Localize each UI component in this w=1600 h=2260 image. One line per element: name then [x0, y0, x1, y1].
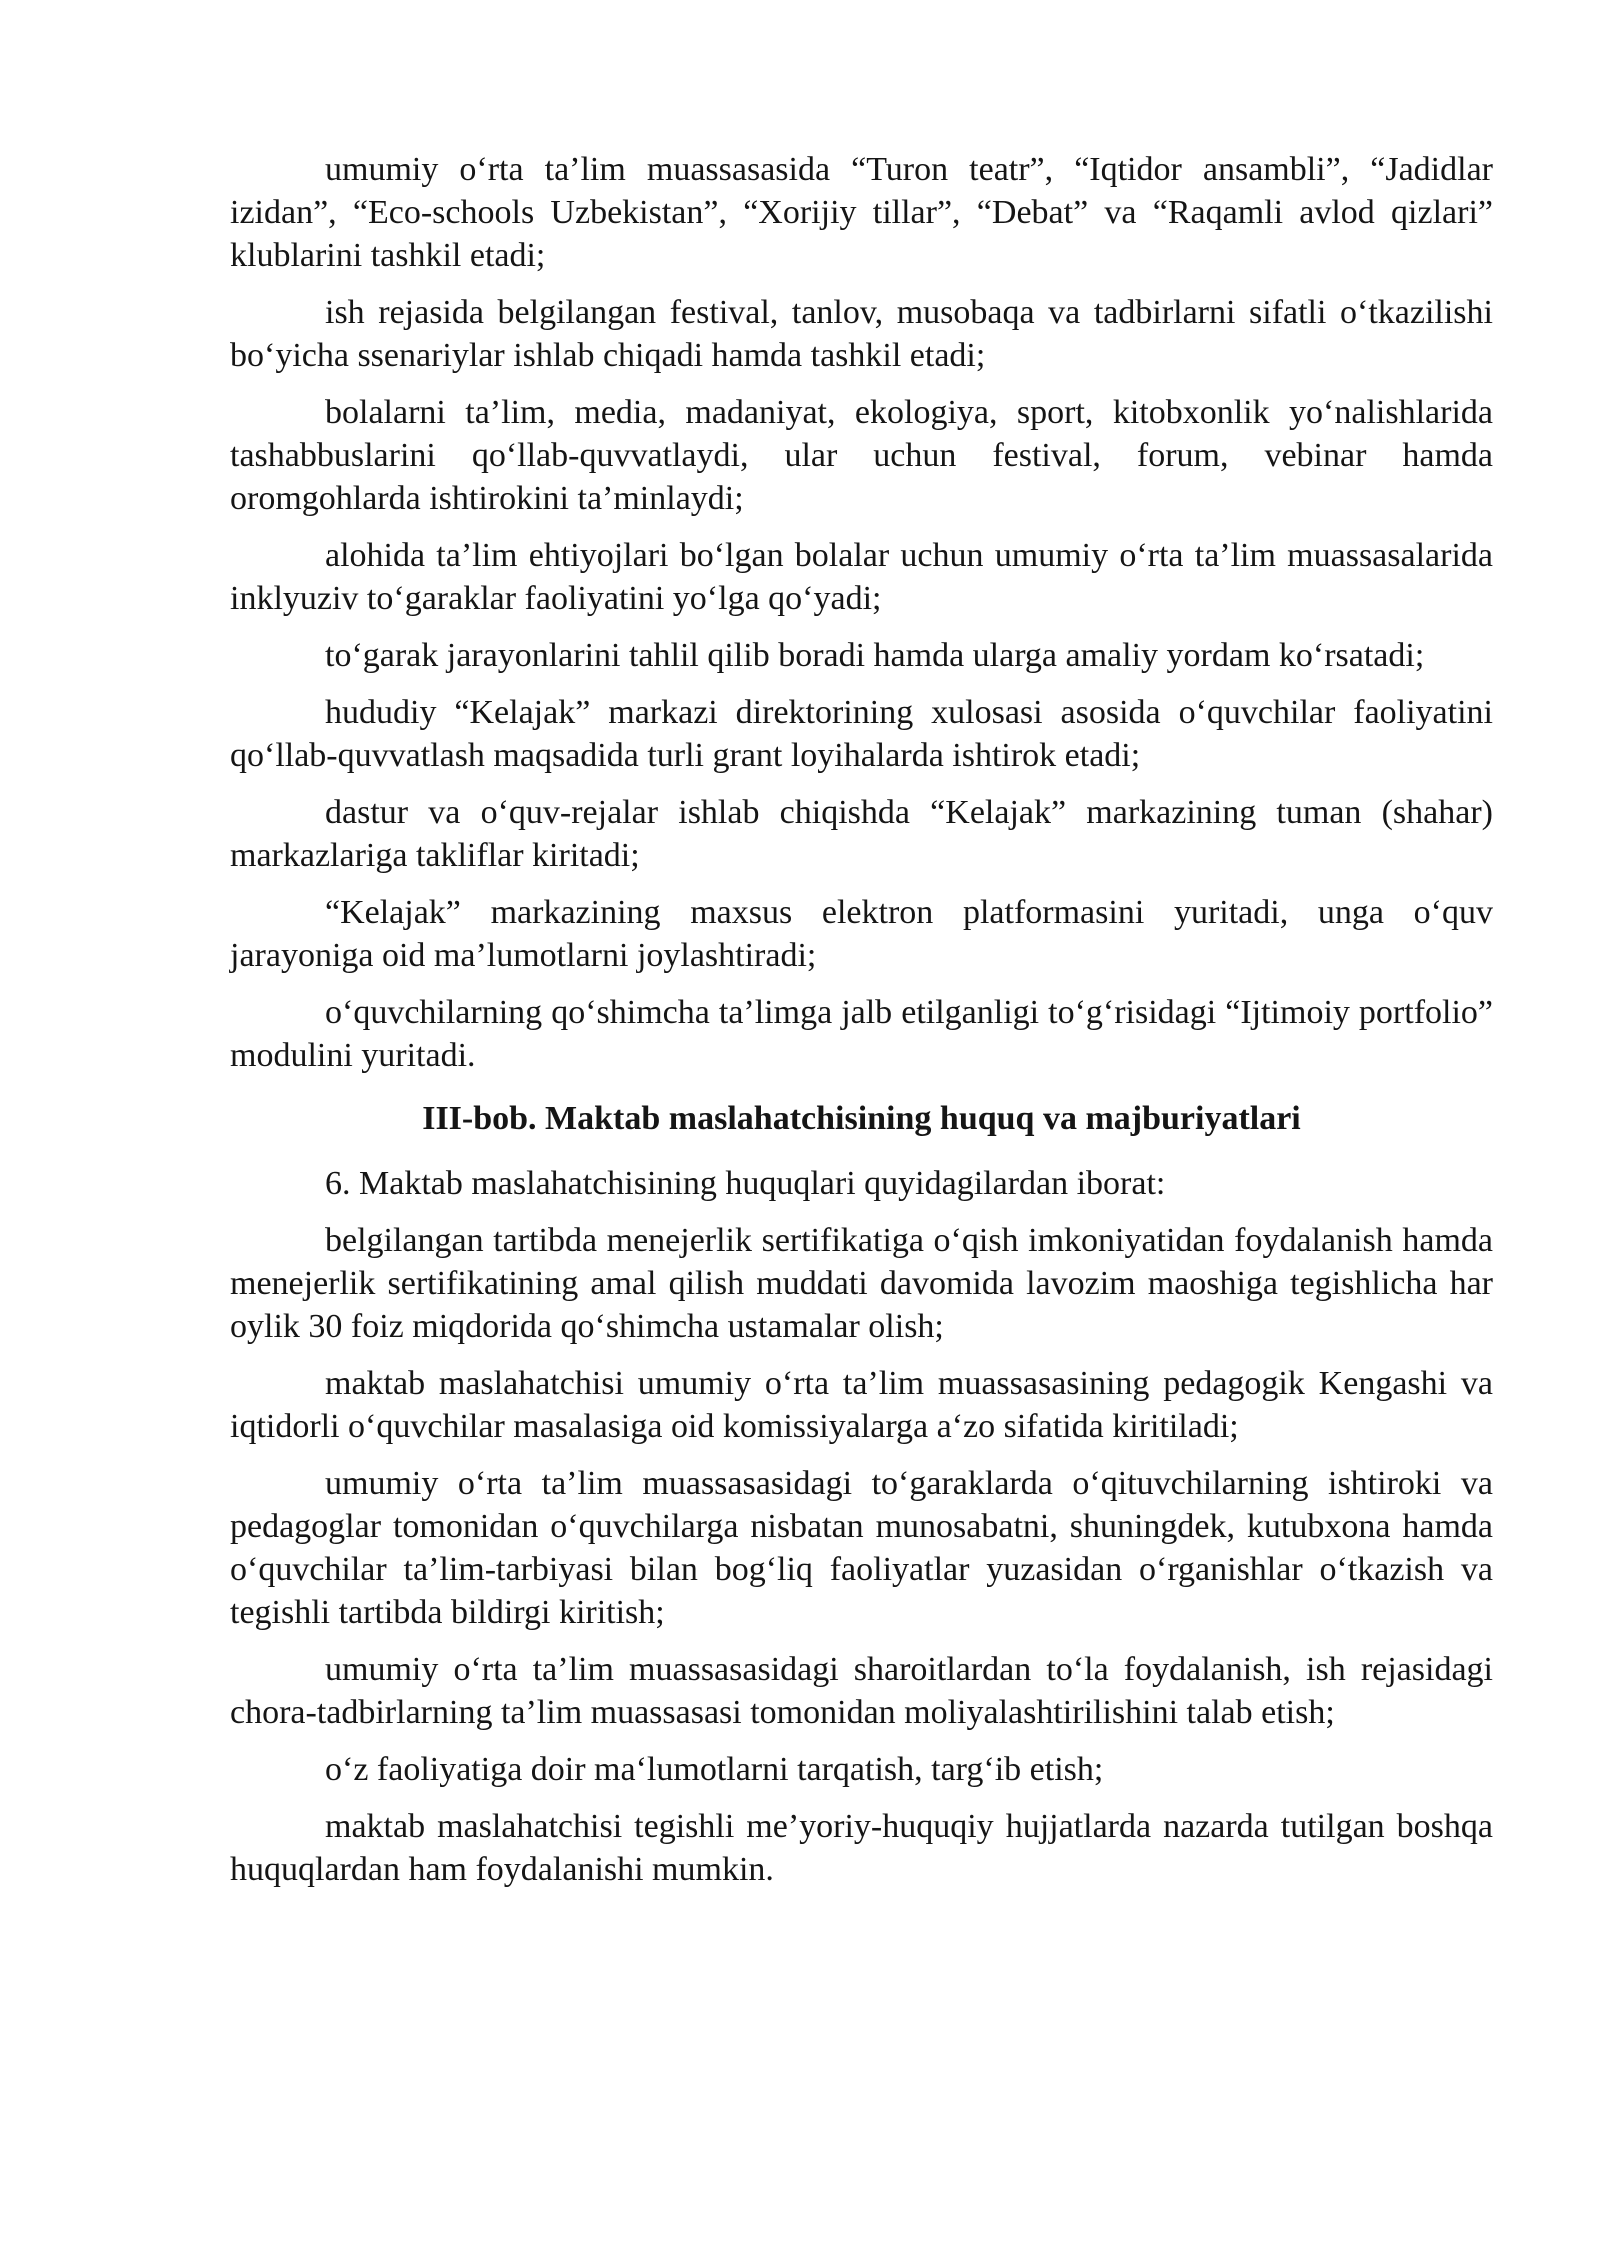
paragraph-clubs: umumiy o‘rta ta’lim muassasasida “Turon teatr”, “Iqtidor ansambli”, “Jadidlar izidan”, “Eco-schools Uzbekistan”, “Xorijiy tillar”, “Debat” va “Raqamli avlod qizlari” klublarini tashkil etadi; — [230, 151, 1493, 274]
paragraph-rights-intro: 6. Maktab maslahatchisining huquqlari quyidagilardan iborat: — [325, 1165, 1166, 1202]
paragraph-other-rights: maktab maslahatchisi tegishli me’yoriy-huquqiy hujjatlarda nazarda tutilgan boshqa huquqlardan ham foydalanishi mumkin. — [230, 1808, 1493, 1888]
paragraph-curriculum: dastur va o‘quv-rejalar ishlab chiqishda “Kelajak” markazining tuman (shahar) markazlariga takliflar kiritadi; — [230, 794, 1493, 874]
document-page — [230, 148, 1493, 1905]
paragraph-dissemination: o‘z faoliyatiga doir ma‘lumotlarni tarqatish, targ‘ib etish; — [325, 1751, 1104, 1788]
paragraph-portfolio: o‘quvchilarning qo‘shimcha ta’limga jalb etilganligi to‘g‘risidagi “Ijtimoiy portfolio” modulini yuritadi. — [230, 994, 1493, 1074]
paragraph-inclusive: alohida ta’lim ehtiyojlari bo‘lgan bolalar uchun umumiy o‘rta ta’lim muassasalarida inklyuziv to‘garaklar faoliyatini yo‘lga qo‘yadi; — [230, 537, 1493, 617]
paragraph-initiatives: bolalarni ta’lim, media, madaniyat, ekologiya, sport, kitobxonlik yo‘nalishlarida tashabbuslarini qo‘llab-quvvatlaydi, ular uchun festival, forum, vebinar hamda oromgohlarda ishtirokini ta’minlaydi; — [230, 394, 1493, 517]
paragraph-scenarios: ish rejasida belgilangan festival, tanlov, musobaqa va tadbirlarni sifatli o‘tkazilishi bo‘yicha ssenariylar ishlab chiqadi hamda tashkil etadi; — [230, 294, 1493, 374]
paragraph-platform: “Kelajak” markazining maxsus elektron platformasini yuritadi, unga o‘quv jarayoniga oid ma’lumotlarni joylashtiradi; — [230, 894, 1493, 974]
paragraph-studies: umumiy o‘rta ta’lim muassasasidagi to‘garaklarda o‘qituvchilarning ishtiroki va pedagoglar tomonidan o‘quvchilarga nisbatan munosabatni, shuningdek, kutubxona hamda o‘quvchilar ta’lim-tarbiyasi bilan bog‘liq faoliyatlar yuzasidan o‘rganishlar o‘tkazish va tegishli tartibda bildirgi kiritish; — [230, 1465, 1493, 1631]
chapter-heading: III-bob. Maktab maslahatchisining huquq va majburiyatlari — [422, 1100, 1301, 1137]
paragraph-conditions: umumiy o‘rta ta’lim muassasasidagi sharoitlardan to‘la foydalanish, ish rejasidagi chora-tadbirlarning ta’lim muassasasi tomonidan moliyalashtirilishini talab etish; — [230, 1651, 1493, 1731]
paragraph-council: maktab maslahatchisi umumiy o‘rta ta’lim muassasasining pedagogik Kengashi va iqtidorli o‘quvchilar masalasiga oid komissiyalarga a‘zo sifatida kiritiladi; — [230, 1365, 1493, 1445]
paragraph-analysis: to‘garak jarayonlarini tahlil qilib boradi hamda ularga amaliy yordam ko‘rsatadi; — [325, 637, 1425, 674]
paragraph-certificate: belgilangan tartibda menejerlik sertifikatiga o‘qish imkoniyatidan foydalanish hamda menejerlik sertifikatining amal qilish muddati davomida lavozim maoshiga tegishlicha har oylik 30 foiz miqdorida qo‘shimcha ustamalar olish; — [230, 1222, 1493, 1345]
paragraph-grants: hududiy “Kelajak” markazi direktorining xulosasi asosida o‘quvchilar faoliyatini qo‘llab-quvvatlash maqsadida turli grant loyihalarda ishtirok etadi; — [230, 694, 1493, 774]
